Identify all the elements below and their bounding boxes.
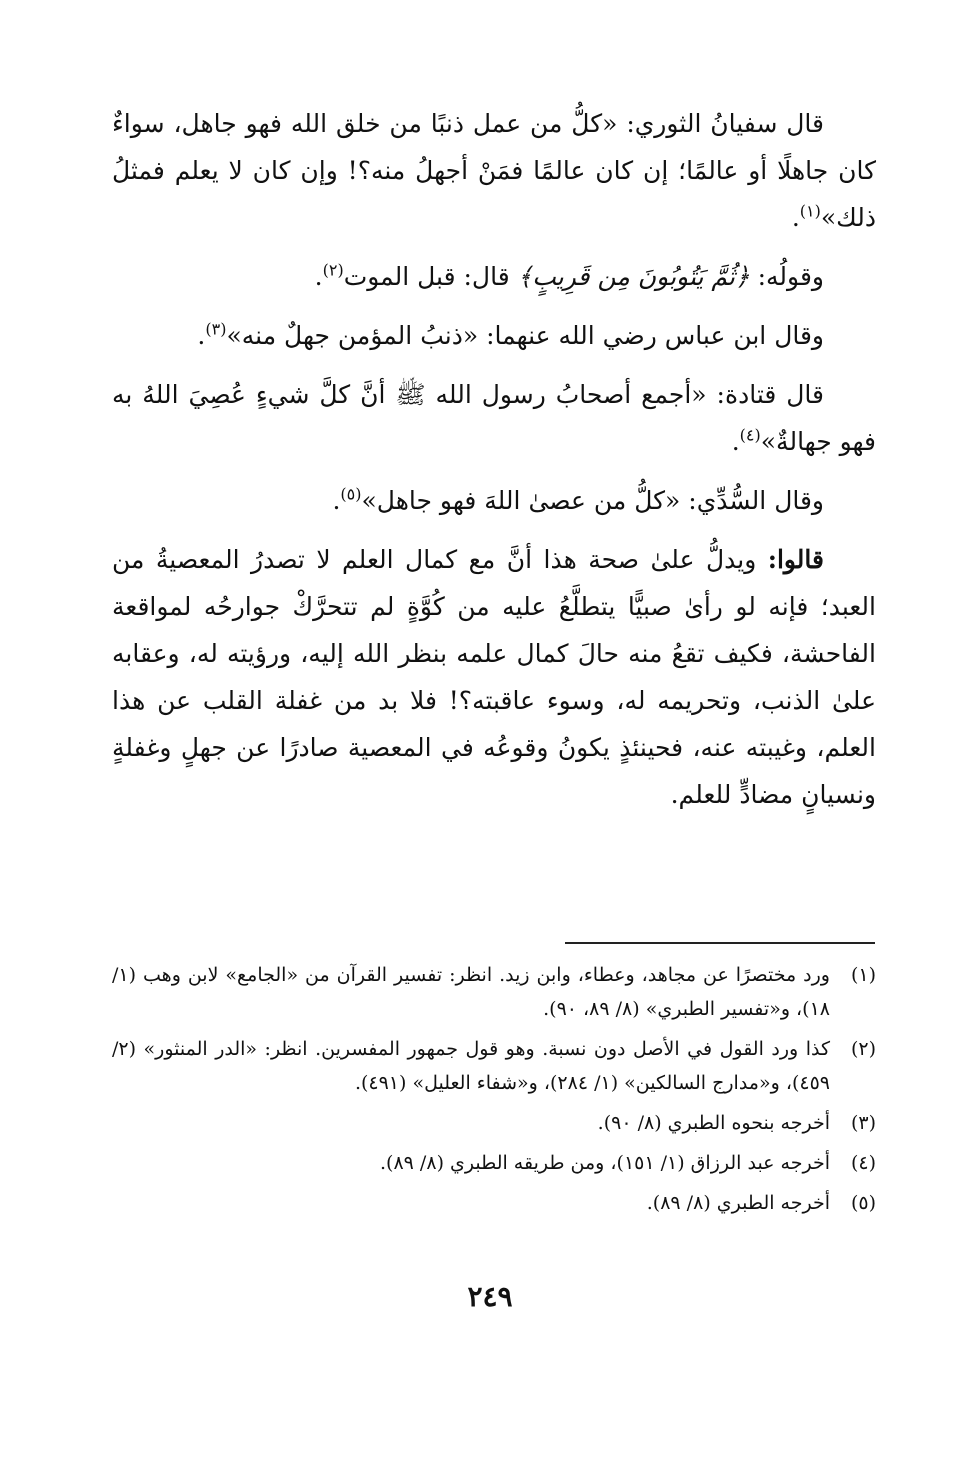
- footnote-4: [112, 1146, 876, 1180]
- paragraph-suddi: [112, 477, 876, 524]
- paragraph-end: .: [731, 427, 740, 456]
- footnote-text: أخرجه الطبري (٨/ ٨٩).: [646, 1192, 830, 1214]
- footnote-5: [112, 1186, 876, 1220]
- paragraph-end: .: [197, 321, 206, 350]
- footnote-ref-1[interactable]: (١): [799, 201, 821, 221]
- footnote-ref-2[interactable]: (٢): [322, 260, 344, 280]
- footnotes-list: [112, 958, 876, 1226]
- footnote-text: كذا ورد القول في الأصل دون نسبة. وهو قول جمهور المفسرين. انظر: «الدر المنثور» (٢/ ٤٥٩)، و«مدارج السالكين» (١/ ٢٨٤)، و«شفاء العليل» (٤٩١).: [112, 1038, 830, 1094]
- paragraph-ibn-abbas: [112, 312, 876, 359]
- footnote-divider: [565, 942, 875, 944]
- footnote-text: أخرجه بنحوه الطبري (٨/ ٩٠).: [597, 1112, 830, 1134]
- paragraph-prefix: وقولُه:: [749, 262, 824, 291]
- paragraph-text: قال قتادة: «أجمع أصحابُ رسول الله ﷺ أنَّ كلَّ شيءٍ عُصِيَ اللهُ به فهو جهالةٌ»: [112, 380, 876, 456]
- quran-verse: ﴿ثُمَّ يَتُوبُونَ مِن قَرِيبٍ﴾: [517, 262, 750, 291]
- footnote-1: [112, 958, 876, 1026]
- footnote-ref-5[interactable]: (٥): [340, 484, 362, 504]
- footnote-ref-4[interactable]: (٤): [739, 425, 761, 445]
- footnote-number: (٣): [850, 1112, 876, 1134]
- footnote-text: ورد مختصرًا عن مجاهد، وعطاء، وابن زيد. انظر: تفسير القرآن من «الجامع» لابن وهب (١/ ١٨)، و«تفسير الطبري» (٨/ ٨٩، ٩٠).: [112, 964, 830, 1020]
- paragraph-suffix: قال: قبل الموت: [343, 262, 518, 291]
- footnote-text: أخرجه عبد الرزاق (١/ ١٥١)، ومن طريقه الطبري (٨/ ٨٩).: [380, 1152, 830, 1174]
- paragraph-text: ويدلُّ علىٰ صحة هذا أنَّ مع كمال العلم لا تصدرُ المعصيةُ من العبد؛ فإنه لو رأىٰ صبيًّا يتطلَّعُ عليه من كُوَّةٍ لم تتحرَّكْ جوارحُه لمواقعة الفاحشة، فكيف تقعُ منه حالَ كمال علمه بنظر الله إليه، ورؤيته له، وعقابه علىٰ الذنب، وتحريمه له، وسوء عاقبته؟! فلا بد من غفلة القلب عن هذا العلم، وغيبته عنه، فحينئذٍ يكونُ وقوعُه في المعصية صادرًا عن جهلٍ وغفلةٍ ونسيانٍ مضادٍّ للعلم.: [112, 545, 876, 809]
- paragraph-argument: [112, 536, 876, 818]
- paragraph-qatada: [112, 371, 876, 465]
- paragraph-thawri-quote: [112, 100, 876, 241]
- footnote-number: (٥): [850, 1192, 876, 1214]
- footnote-number: (٤): [850, 1152, 876, 1174]
- paragraph-end: .: [314, 262, 323, 291]
- paragraph-end: .: [332, 486, 341, 515]
- footnote-2: [112, 1032, 876, 1100]
- footnote-number: (١): [850, 964, 876, 986]
- footnote-3: [112, 1106, 876, 1140]
- paragraph-lead: قالوا:: [767, 545, 824, 574]
- main-text: [112, 100, 876, 830]
- paragraph-verse: [112, 253, 876, 300]
- footnote-number: (٢): [850, 1038, 876, 1060]
- footnote-ref-3[interactable]: (٣): [205, 319, 227, 339]
- paragraph-text: وقال السُّدِّي: «كلُّ من عصىٰ اللهَ فهو جاهل»: [361, 486, 824, 515]
- paragraph-end: .: [791, 203, 800, 232]
- paragraph-text: قال سفيانُ الثوري: «كلُّ من عمل ذنبًا من خلق الله فهو جاهل، سواءٌ كان جاهلًا أو عالمًا؛ إن كان عالمًا فمَنْ أجهلُ منه؟! وإن كان لا يعلم فمثلُ ذلك»: [112, 109, 876, 232]
- page-number: ٢٤٩: [467, 1280, 513, 1313]
- paragraph-text: وقال ابن عباس رضي الله عنهما: «ذنبُ المؤمن جهلٌ منه»: [226, 321, 824, 350]
